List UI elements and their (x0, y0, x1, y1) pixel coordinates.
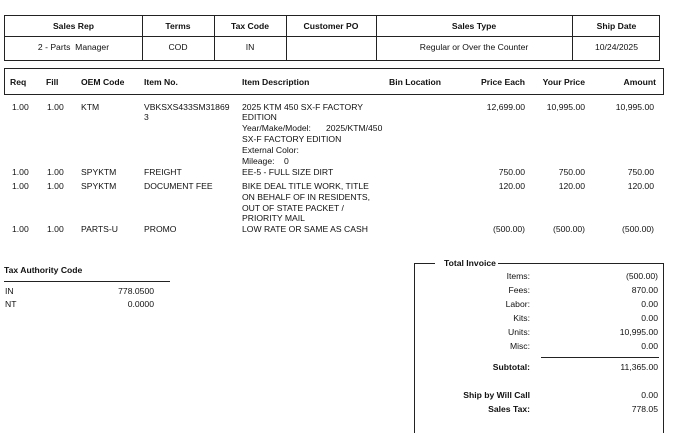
tax-code: IN (5, 286, 14, 296)
header-tax-code-label: Tax Code (230, 21, 270, 31)
col-oem-code-header: OEM Code (81, 77, 125, 87)
row-req: 1.00 (12, 102, 29, 112)
header-terms-label: Terms (165, 21, 191, 31)
row-your-price: 10,995.00 (546, 102, 585, 112)
subtotal-value: 11,365.00 (620, 362, 658, 372)
row-price-each: (500.00) (492, 224, 525, 234)
ship-will-call-value: 0.00 (641, 390, 658, 400)
row-oem-code: SPYKTM (81, 181, 117, 191)
col-amount-header: Amount (623, 77, 656, 87)
sales-tax-value: 778.05 (631, 404, 658, 414)
row-req: 1.00 (12, 181, 29, 191)
col-item-description-header: Item Description (242, 77, 310, 87)
col-your-price-header: Your Price (542, 77, 585, 87)
total-invoice-title: Total Invoice (444, 258, 496, 268)
col-fill-header: Fill (46, 77, 59, 87)
row-amount: 750.00 (627, 167, 654, 177)
row-description-line: 2025 KTM 450 SX-F FACTORY (242, 102, 363, 112)
row-mileage-value: 0 (284, 156, 289, 166)
row-oem-code: KTM (81, 102, 100, 112)
tax-rate: 778.0500 (118, 286, 154, 296)
row-description-line: EE-5 - FULL SIZE DIRT (242, 167, 334, 177)
header-sales-type-label: Sales Type (451, 21, 497, 31)
total-label: Units: (508, 327, 530, 337)
ship-will-call-label: Ship by Will Call (463, 390, 530, 400)
total-value: (500.00) (625, 271, 658, 281)
row-item-no: VBKSXS433SM31869 (144, 102, 230, 112)
header-sales-rep-value: 2 - Parts Manager (37, 42, 110, 52)
row-fill: 1.00 (47, 181, 64, 191)
subtotal-divider (541, 357, 659, 358)
col-price-each-header: Price Each (481, 77, 525, 87)
tax-authority-title: Tax Authority Code (4, 265, 83, 275)
total-label: Items: (506, 271, 530, 281)
row-your-price: (500.00) (552, 224, 585, 234)
row-amount: 120.00 (627, 181, 654, 191)
row-description-line: Mileage: (242, 156, 275, 166)
total-value: 0.00 (641, 341, 658, 351)
col-bin-location-header: Bin Location (389, 77, 442, 87)
row-fill: 1.00 (47, 102, 64, 112)
header-tax-code-value: IN (245, 42, 255, 52)
row-oem-code: SPYKTM (81, 167, 117, 177)
col-item-no-header: Item No. (144, 77, 178, 87)
row-description-line: External Color: (242, 145, 299, 155)
tax-rate: 0.0000 (127, 299, 154, 309)
tax-code: NT (5, 299, 17, 309)
total-value: 0.00 (641, 299, 658, 309)
header-terms-value: COD (168, 42, 188, 52)
total-label: Fees: (508, 285, 530, 295)
row-item-no: PROMO (144, 224, 177, 234)
header-sales-rep-label: Sales Rep (52, 21, 95, 31)
tax-authority-divider (4, 281, 170, 282)
row-amount: 10,995.00 (615, 102, 654, 112)
total-value: 870.00 (631, 285, 658, 295)
total-label: Labor: (505, 299, 530, 309)
row-price-each: 750.00 (498, 167, 525, 177)
row-description-line: OUT OF STATE PACKET / (242, 203, 344, 213)
row-amount: (500.00) (621, 224, 654, 234)
header-ship-date-label: Ship Date (596, 21, 637, 31)
row-item-no: DOCUMENT FEE (144, 181, 213, 191)
row-description-line: SX-F FACTORY EDITION (242, 134, 342, 144)
row-oem-code: PARTS-U (81, 224, 118, 234)
header-ship-date-value: 10/24/2025 (594, 42, 638, 52)
row-ymm-value: 2025/KTM/450 (326, 123, 383, 133)
row-your-price: 750.00 (558, 167, 585, 177)
row-description-line: EDITION (242, 112, 277, 122)
row-description-line: PRIORITY MAIL (242, 213, 305, 223)
sales-tax-label: Sales Tax: (488, 404, 530, 414)
header-sales-type-value: Regular or Over the Counter (419, 42, 529, 52)
row-price-each: 12,699.00 (486, 102, 525, 112)
subtotal-label: Subtotal: (492, 362, 530, 372)
total-invoice-border (497, 263, 663, 264)
header-customer-po-label: Customer PO (303, 21, 359, 31)
total-label: Kits: (513, 313, 530, 323)
total-value: 10,995.00 (619, 327, 658, 337)
header-divider (5, 36, 659, 37)
row-fill: 1.00 (47, 167, 64, 177)
total-value: 0.00 (641, 313, 658, 323)
row-item-no: FREIGHT (144, 167, 182, 177)
row-description-line: LOW RATE OR SAME AS CASH (242, 224, 368, 234)
row-item-no-cont: 3 (144, 112, 149, 122)
col-req-header: Req (10, 77, 27, 87)
row-description-line: BIKE DEAL TITLE WORK, TITLE (242, 181, 369, 191)
order-header-table (4, 15, 660, 61)
row-req: 1.00 (12, 224, 29, 234)
row-price-each: 120.00 (498, 181, 525, 191)
row-fill: 1.00 (47, 224, 64, 234)
row-your-price: 120.00 (558, 181, 585, 191)
total-invoice-border (414, 263, 435, 264)
total-label: Misc: (509, 341, 530, 351)
row-req: 1.00 (12, 167, 29, 177)
row-description-line: Year/Make/Model: (242, 123, 311, 133)
row-description-line: ON BEHALF OF IN RESIDENTS, (242, 192, 370, 202)
